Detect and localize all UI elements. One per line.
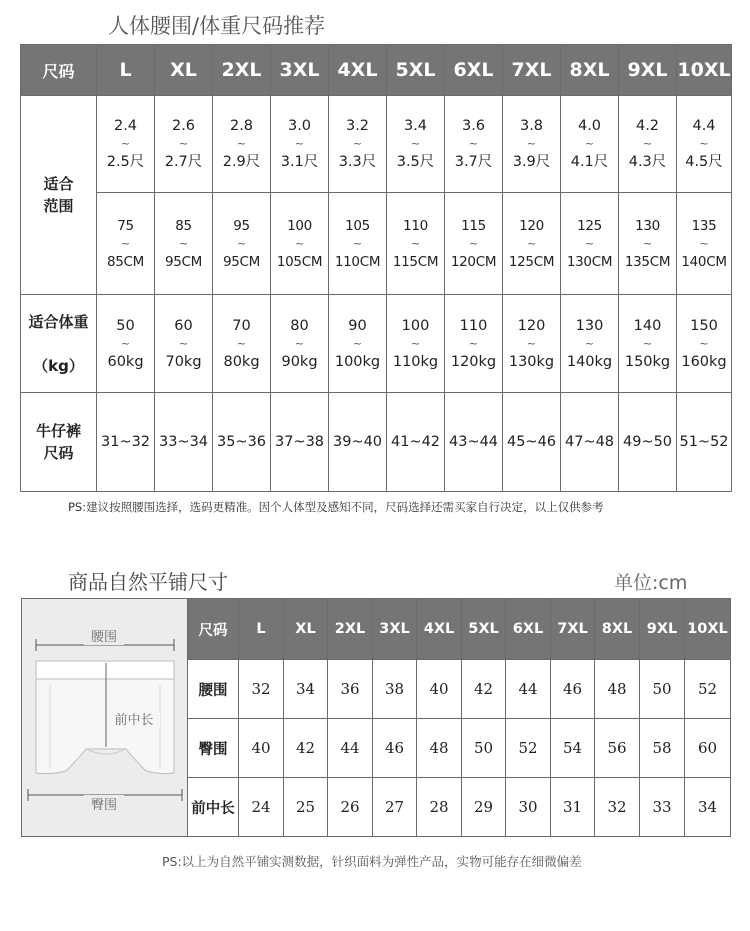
flat-size-row <box>188 660 731 719</box>
range-tilde: ~ <box>527 236 536 250</box>
weight-cell <box>619 295 677 393</box>
range-tilde: ~ <box>699 137 709 150</box>
range-from: 115 <box>461 217 486 234</box>
flat-size-cell: 34 <box>284 660 328 719</box>
range-to: 120kg <box>450 353 497 370</box>
range-from: 2.8 <box>229 118 254 134</box>
range-to: 115CM <box>392 253 439 270</box>
hip-label: 臀围 <box>90 798 118 813</box>
range-from: 110 <box>403 217 428 234</box>
fit-range-label <box>21 96 97 295</box>
briefs-crotch-seam <box>86 749 126 754</box>
size-recommendation-title: 人体腰围/体重尺码推荐 <box>108 14 326 38</box>
size-header-cell: XL <box>155 45 213 96</box>
waist-chi-cell <box>561 96 619 193</box>
range-tilde: ~ <box>294 336 305 350</box>
briefs-illustration <box>22 599 188 838</box>
flat-size-cell: 46 <box>373 719 417 778</box>
flat-size-cell: 27 <box>373 778 417 837</box>
flat-size-cell: 44 <box>328 719 373 778</box>
range-to: 160kg <box>681 353 727 370</box>
flat-size-header-cell: 7XL <box>551 599 595 660</box>
flat-size-note: PS:以上为自然平铺实测数据，针织面料为弹性产品，实物可能存在细微偏差 <box>162 854 582 869</box>
waist-chi-cell <box>155 96 213 193</box>
range-to: 3.7尺 <box>454 154 493 170</box>
range-to: 120CM <box>450 253 497 270</box>
weight-cell <box>677 295 732 393</box>
size-header-cell: L <box>97 45 155 96</box>
range-tilde: ~ <box>699 336 709 350</box>
flat-size-header-label: 尺码 <box>188 599 239 660</box>
range-tilde: ~ <box>236 336 247 350</box>
range-tilde: ~ <box>237 236 246 250</box>
flat-size-cell: 29 <box>462 778 506 837</box>
label-line: 范围 <box>43 197 74 215</box>
flat-size-header-row <box>188 599 731 660</box>
range-to: 3.1尺 <box>280 154 319 170</box>
range-tilde: ~ <box>411 236 420 250</box>
range-tilde: ~ <box>410 137 421 150</box>
range-tilde: ~ <box>526 137 537 150</box>
weight-cell <box>155 295 213 393</box>
waist-chi-cell <box>387 96 445 193</box>
range-from: 100 <box>401 317 430 334</box>
jeans-size-cell: 47~48 <box>561 393 619 492</box>
weight-cell <box>271 295 329 393</box>
weight-cell <box>445 295 503 393</box>
flat-size-cell: 54 <box>551 719 595 778</box>
waist-cm-cell <box>97 193 155 295</box>
unit-label: 单位:cm <box>614 572 688 594</box>
waist-cm-cell <box>213 193 271 295</box>
range-from: 95 <box>233 217 250 234</box>
flat-size-cell: 50 <box>462 719 506 778</box>
waist-chi-cell <box>97 96 155 193</box>
range-tilde: ~ <box>236 137 247 150</box>
jeans-size-cell: 45~46 <box>503 393 561 492</box>
range-tilde: ~ <box>352 336 363 350</box>
jeans-size-cell: 39~40 <box>329 393 387 492</box>
flat-size-cell: 56 <box>595 719 640 778</box>
size-recommendation-table <box>20 44 732 492</box>
waist-chi-cell <box>619 96 677 193</box>
flat-size-cell: 32 <box>239 660 284 719</box>
range-to: 4.1尺 <box>570 154 609 170</box>
range-to: 130CM <box>566 253 613 270</box>
range-tilde: ~ <box>120 336 131 350</box>
range-tilde: ~ <box>178 137 189 150</box>
label-line: 牛仔裤 <box>35 422 81 440</box>
range-from: 135 <box>691 217 717 234</box>
range-from: 3.4 <box>403 118 428 134</box>
flat-size-row-label: 前中长 <box>188 778 239 837</box>
size-header-row <box>21 45 732 96</box>
range-tilde: ~ <box>353 236 362 250</box>
range-from: 120 <box>517 317 546 334</box>
range-from: 80 <box>290 317 309 334</box>
range-from: 150 <box>690 317 718 334</box>
range-tilde: ~ <box>295 236 304 250</box>
range-from: 100 <box>287 217 312 234</box>
flat-size-cell: 36 <box>328 660 373 719</box>
range-to: 95CM <box>222 253 261 270</box>
jeans-label <box>21 393 97 492</box>
flat-size-cell: 60 <box>685 719 731 778</box>
range-to: 140kg <box>566 353 613 370</box>
range-tilde: ~ <box>352 137 363 150</box>
range-to: 105CM <box>276 253 323 270</box>
waist-chi-cell <box>445 96 503 193</box>
flat-size-cell: 40 <box>417 660 462 719</box>
range-to: 100kg <box>334 353 381 370</box>
flat-size-row <box>188 778 731 837</box>
flat-size-header-cell: 2XL <box>328 599 373 660</box>
flat-size-header-cell: 8XL <box>595 599 640 660</box>
range-from: 3.0 <box>287 118 312 134</box>
flat-size-cell: 42 <box>462 660 506 719</box>
size-header-cell: 8XL <box>561 45 619 96</box>
flat-size-cell: 40 <box>239 719 284 778</box>
weight-cell <box>561 295 619 393</box>
waist-chi-row <box>21 96 732 193</box>
range-from: 130 <box>575 317 604 334</box>
flat-size-cell: 38 <box>373 660 417 719</box>
range-tilde: ~ <box>121 236 130 250</box>
flat-size-header-cell: 9XL <box>640 599 685 660</box>
range-from: 70 <box>232 317 251 334</box>
waist-chi-cell <box>503 96 561 193</box>
flat-size-cell: 34 <box>685 778 731 837</box>
range-to: 2.5尺 <box>106 154 145 170</box>
range-to: 150kg <box>624 353 671 370</box>
range-tilde: ~ <box>585 236 594 250</box>
range-from: 50 <box>116 317 135 334</box>
flat-size-cell: 52 <box>506 719 551 778</box>
flat-size-row <box>188 719 731 778</box>
waist-chi-cell <box>329 96 387 193</box>
range-to: 110kg <box>392 353 439 370</box>
range-tilde: ~ <box>584 137 595 150</box>
label-line: 尺码 <box>43 444 74 462</box>
range-to: 95CM <box>164 253 203 270</box>
flat-size-cell: 26 <box>328 778 373 837</box>
jeans-size-cell: 49~50 <box>619 393 677 492</box>
size-header-cell: 9XL <box>619 45 677 96</box>
label-line: 适合 <box>43 175 74 193</box>
waist-chi-cell <box>271 96 329 193</box>
flat-size-cell: 24 <box>239 778 284 837</box>
flat-size-title: 商品自然平铺尺寸 <box>68 570 228 594</box>
flat-size-cell: 28 <box>417 778 462 837</box>
flat-size-row-label: 腰围 <box>188 660 239 719</box>
jeans-size-cell: 43~44 <box>445 393 503 492</box>
flat-size-row-label: 臀围 <box>188 719 239 778</box>
flat-size-cell: 33 <box>640 778 685 837</box>
weight-cell <box>213 295 271 393</box>
recommendation-note: PS:建议按照腰围选择，选码更精准。因个人体型及感知不同，尺码选择还需买家自行决定，以上仅供参考 <box>68 500 604 514</box>
size-header-cell: 6XL <box>445 45 503 96</box>
weight-label-unit: （kg） <box>33 356 84 375</box>
jeans-size-row <box>21 393 732 492</box>
weight-cell <box>387 295 445 393</box>
range-from: 130 <box>635 217 660 234</box>
range-tilde: ~ <box>179 236 188 250</box>
flat-size-header-cell: XL <box>284 599 328 660</box>
weight-cell <box>97 295 155 393</box>
range-tilde: ~ <box>642 336 653 350</box>
range-to: 80kg <box>223 353 260 370</box>
flat-size-table <box>187 598 731 837</box>
size-header-cell: 10XL <box>677 45 732 96</box>
range-from: 3.2 <box>345 118 370 134</box>
flat-size-cell: 32 <box>595 778 640 837</box>
range-tilde: ~ <box>642 137 653 150</box>
size-header-label: 尺码 <box>21 45 97 96</box>
jeans-size-cell: 33~34 <box>155 393 213 492</box>
flat-size-header-cell: 3XL <box>373 599 417 660</box>
weight-label-top: 适合体重 <box>28 312 89 331</box>
range-to: 3.9尺 <box>512 154 551 170</box>
range-to: 3.3尺 <box>338 154 377 170</box>
range-from: 2.6 <box>171 118 196 134</box>
waist-cm-cell <box>561 193 619 295</box>
weight-label <box>21 295 97 393</box>
flat-size-cell: 30 <box>506 778 551 837</box>
flat-size-cell: 42 <box>284 719 328 778</box>
jeans-size-cell: 31~32 <box>97 393 155 492</box>
range-from: 3.8 <box>519 118 544 134</box>
range-tilde: ~ <box>178 336 189 350</box>
front-length-label: 前中长 <box>114 713 154 728</box>
size-header-cell: 3XL <box>271 45 329 96</box>
flat-size-cell: 48 <box>595 660 640 719</box>
size-header-cell: 5XL <box>387 45 445 96</box>
weight-row <box>21 295 732 393</box>
waist-cm-cell <box>445 193 503 295</box>
waist-cm-cell <box>387 193 445 295</box>
range-tilde: ~ <box>410 336 421 350</box>
range-from: 4.4 <box>692 118 716 134</box>
range-tilde: ~ <box>468 137 479 150</box>
flat-size-header-cell: 6XL <box>506 599 551 660</box>
size-header-cell: 2XL <box>213 45 271 96</box>
weight-cell <box>329 295 387 393</box>
range-from: 3.6 <box>461 118 486 134</box>
range-to: 3.5尺 <box>396 154 435 170</box>
range-tilde: ~ <box>643 236 652 250</box>
range-to: 140CM <box>681 253 727 270</box>
waist-chi-cell <box>677 96 732 193</box>
range-from: 85 <box>175 217 192 234</box>
range-to: 110CM <box>334 253 381 270</box>
range-from: 4.0 <box>577 118 602 134</box>
range-to: 70kg <box>165 353 202 370</box>
waist-cm-cell <box>619 193 677 295</box>
jeans-size-cell: 41~42 <box>387 393 445 492</box>
flat-size-cell: 25 <box>284 778 328 837</box>
range-to: 2.7尺 <box>164 154 203 170</box>
waist-cm-cell <box>677 193 732 295</box>
weight-cell <box>503 295 561 393</box>
range-to: 60kg <box>107 353 144 370</box>
range-tilde: ~ <box>294 137 305 150</box>
range-from: 110 <box>459 317 488 334</box>
size-header-cell: 7XL <box>503 45 561 96</box>
range-from: 4.2 <box>635 118 660 134</box>
range-tilde: ~ <box>699 236 709 250</box>
range-from: 125 <box>577 217 602 234</box>
range-tilde: ~ <box>120 137 131 150</box>
waist-cm-cell <box>503 193 561 295</box>
jeans-size-cell: 35~36 <box>213 393 271 492</box>
range-from: 60 <box>174 317 193 334</box>
flat-size-cell: 50 <box>640 660 685 719</box>
range-tilde: ~ <box>584 336 595 350</box>
waist-chi-cell <box>213 96 271 193</box>
flat-size-cell: 31 <box>551 778 595 837</box>
range-to: 2.9尺 <box>222 154 261 170</box>
range-to: 130kg <box>508 353 555 370</box>
flat-size-cell: 46 <box>551 660 595 719</box>
range-tilde: ~ <box>468 336 479 350</box>
range-tilde: ~ <box>526 336 537 350</box>
range-from: 105 <box>345 217 370 234</box>
range-to: 125CM <box>508 253 555 270</box>
flat-size-header-cell: L <box>239 599 284 660</box>
flat-size-cell: 58 <box>640 719 685 778</box>
range-from: 90 <box>348 317 367 334</box>
flat-size-cell: 48 <box>417 719 462 778</box>
flat-size-cell: 44 <box>506 660 551 719</box>
range-from: 120 <box>519 217 544 234</box>
waist-cm-row <box>21 193 732 295</box>
range-from: 75 <box>117 217 134 234</box>
range-to: 4.5尺 <box>685 154 723 170</box>
flat-size-header-cell: 4XL <box>417 599 462 660</box>
waist-label: 腰围 <box>90 630 118 645</box>
range-to: 85CM <box>106 253 145 270</box>
range-from: 140 <box>633 317 662 334</box>
flat-size-cell: 52 <box>685 660 731 719</box>
range-to: 4.3尺 <box>628 154 667 170</box>
jeans-size-cell: 51~52 <box>677 393 732 492</box>
size-header-cell: 4XL <box>329 45 387 96</box>
waist-cm-cell <box>271 193 329 295</box>
briefs-diagram <box>21 598 187 837</box>
range-to: 135CM <box>624 253 671 270</box>
range-tilde: ~ <box>469 236 478 250</box>
waist-cm-cell <box>155 193 213 295</box>
waist-cm-cell <box>329 193 387 295</box>
range-from: 2.4 <box>113 118 138 134</box>
flat-size-header-cell: 10XL <box>685 599 731 660</box>
flat-size-header-cell: 5XL <box>462 599 506 660</box>
range-to: 90kg <box>281 353 318 370</box>
jeans-size-cell: 37~38 <box>271 393 329 492</box>
waistband-shape <box>36 661 174 679</box>
